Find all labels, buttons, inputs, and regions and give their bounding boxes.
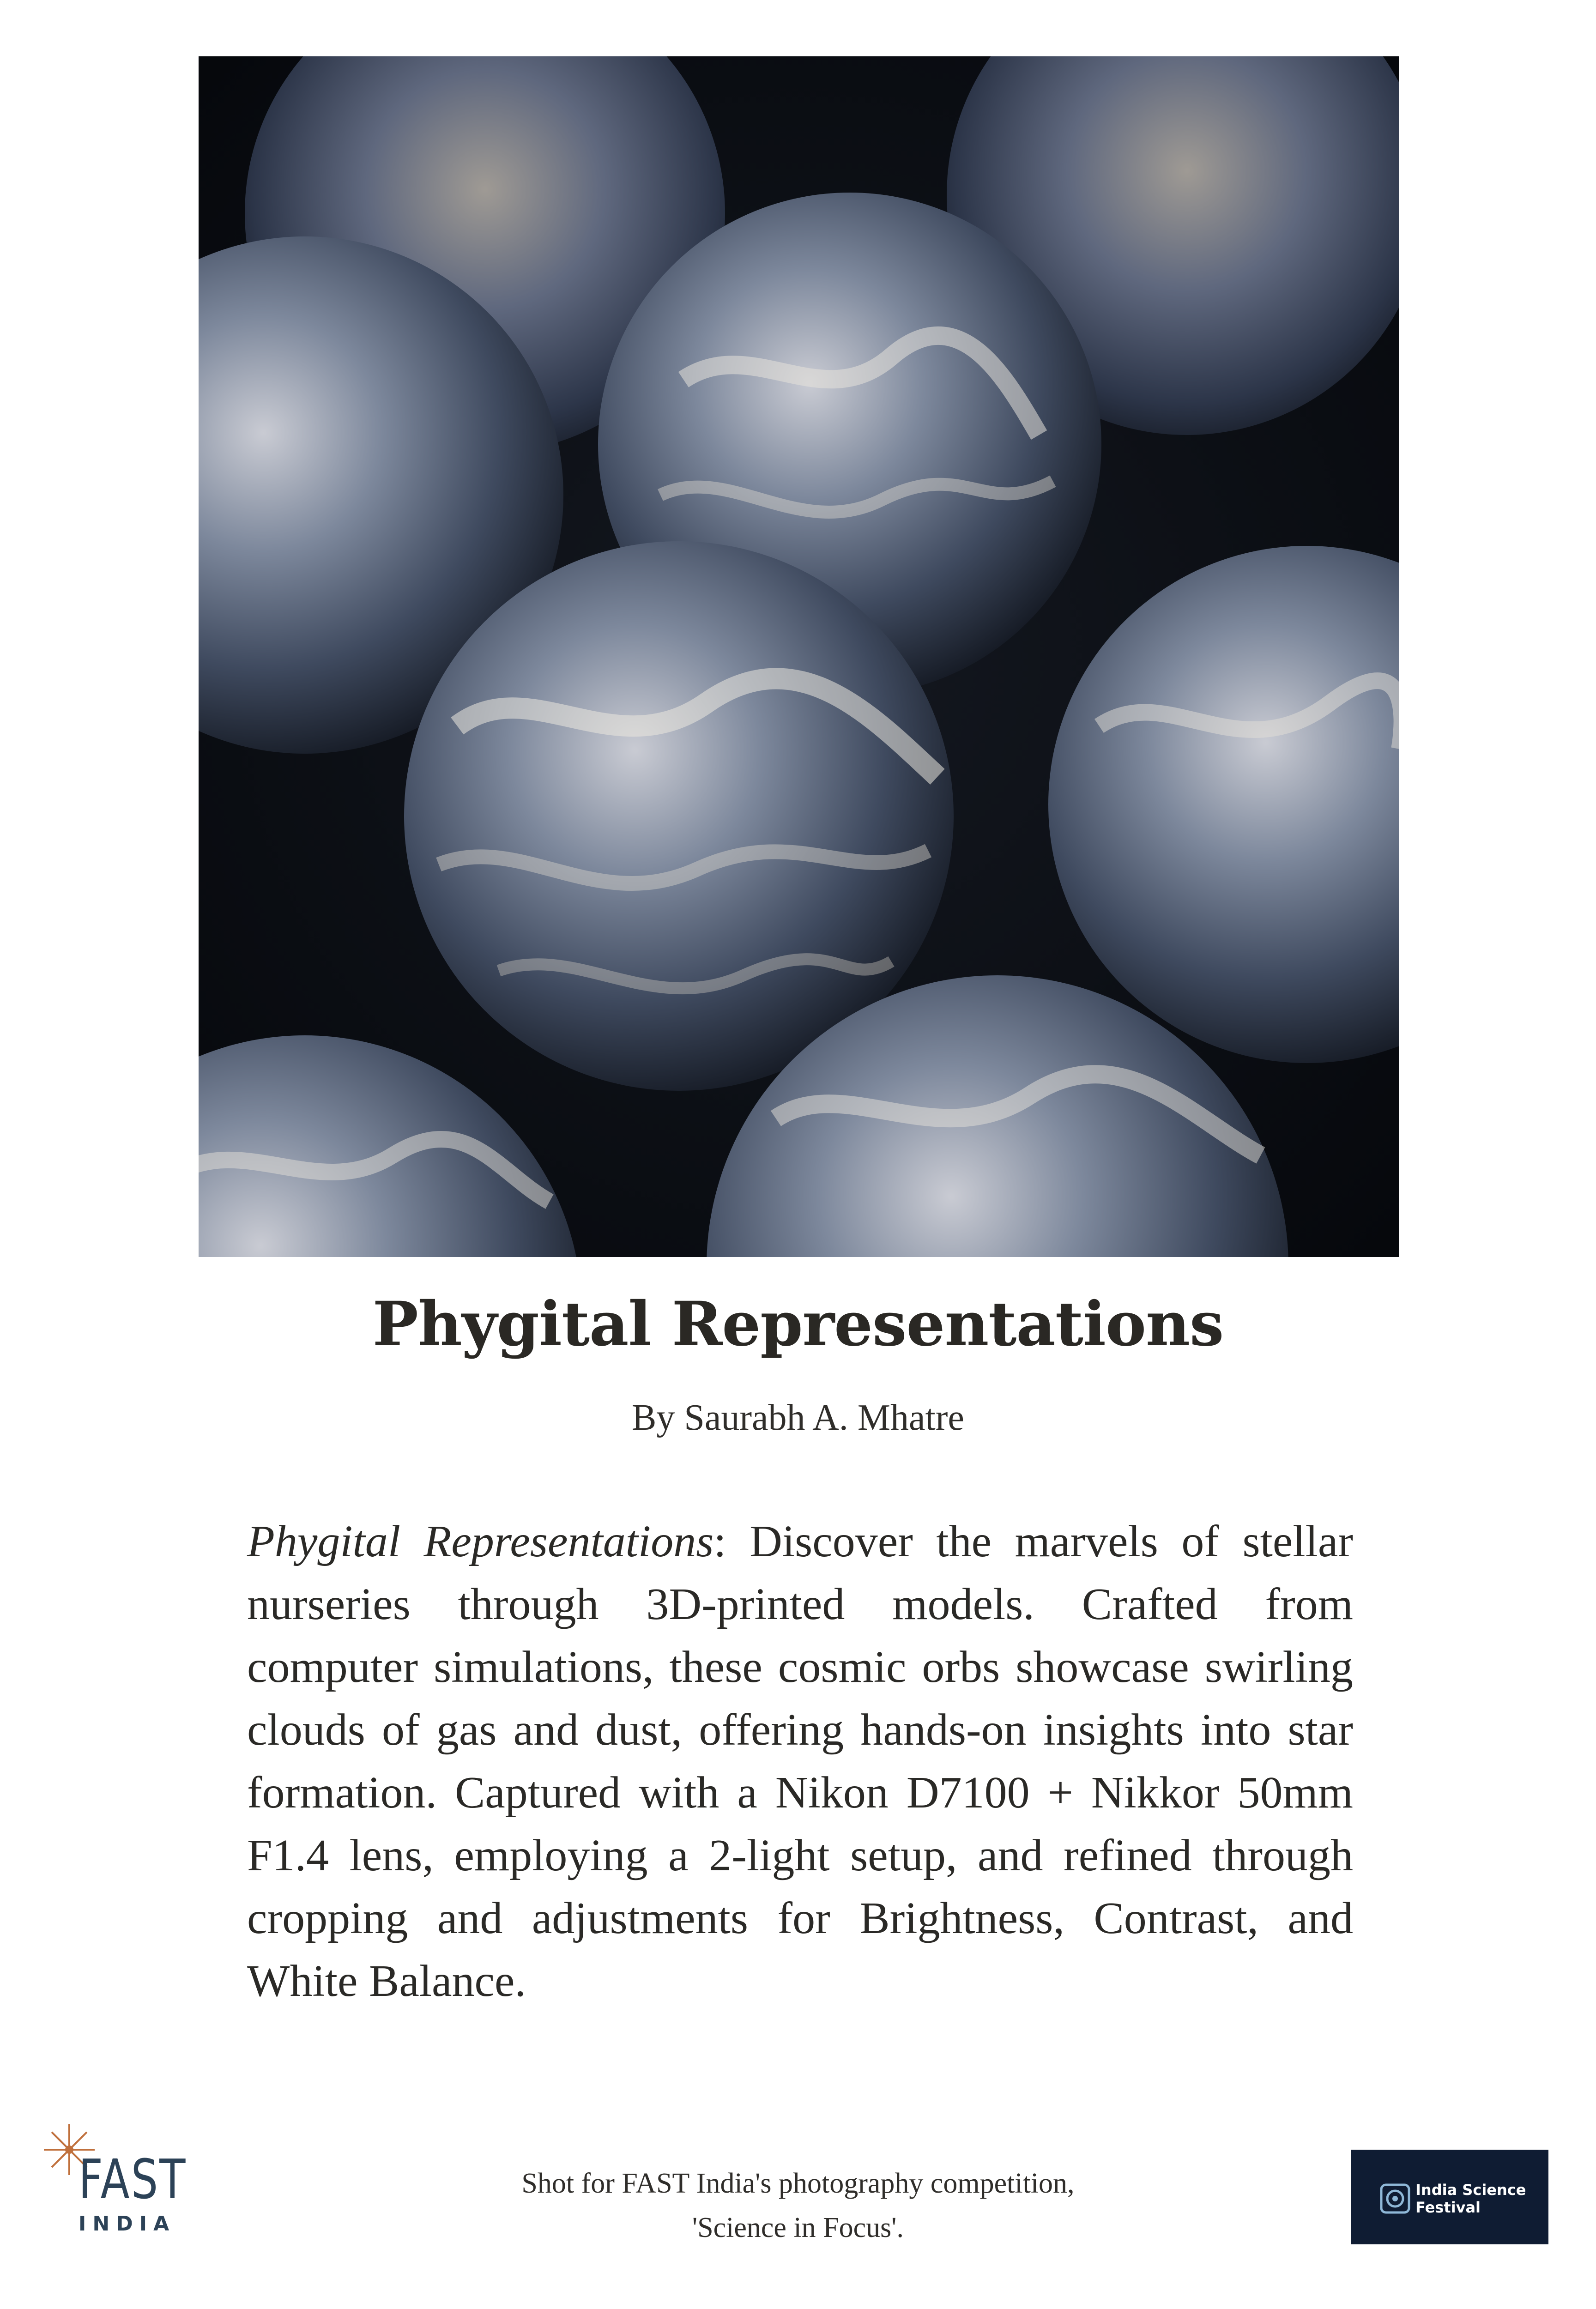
fast-logo-subtitle: INDIA (79, 2212, 176, 2236)
isf-logo-line-2: Festival (1415, 2199, 1481, 2216)
description-paragraph (247, 1510, 1353, 2013)
india-science-festival-logo (1351, 2150, 1548, 2244)
footer-line-2: 'Science in Focus'. (692, 2212, 904, 2243)
author-byline: By Saurabh A. Mhatre (632, 1397, 964, 1438)
isf-logo-line-1: India Science (1415, 2181, 1526, 2199)
isf-logo-text (1415, 2181, 1526, 2216)
artwork-title: Phygital Representations (372, 1288, 1224, 1360)
description-text: : Discover the marvels of stellar nurseries through 3D-printed models. Crafted from computer simulations, these cosmic orbs showcase swirling clouds of gas and dust, offering hands-on insights into star formation. Captured with a Nikon D7100 + Nikkor 50mm F1.4 lens, employing a 2-light setup, and refined through cropping and adjustments for Brightness, Contrast, and White Balance. (247, 1517, 1353, 2006)
footer-line-1: Shot for FAST India's photography competition, (521, 2168, 1075, 2199)
description-italic-title: Phygital Representations (247, 1517, 714, 1566)
spiral-icon (1379, 2183, 1411, 2214)
fast-logo-word: FAST (79, 2147, 187, 2211)
photograph-marbled-spheres (199, 56, 1399, 1257)
